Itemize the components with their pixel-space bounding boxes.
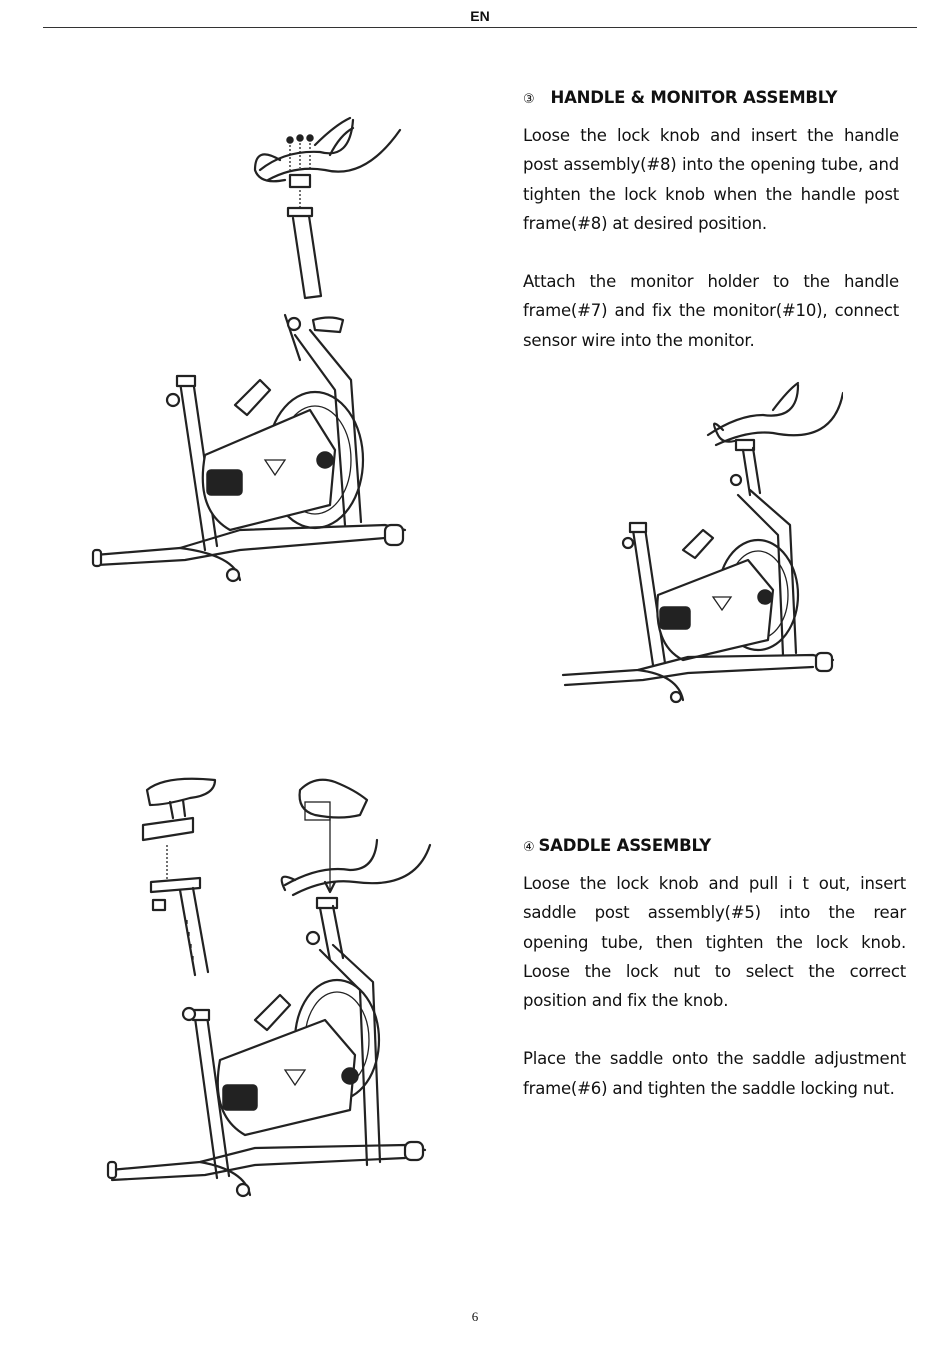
saddle-section-heading [523,836,906,855]
saddle-section [523,836,906,1132]
handle-section-heading [523,88,899,107]
page-number: 6 [471,1309,479,1324]
header-divider [43,27,917,28]
language-label: EN [470,8,490,24]
handle-monitor-section [523,88,899,384]
saddle-exploded-diagram [105,770,440,1205]
saddle-section-title: SADDLE ASSEMBLY [538,836,711,855]
step-number-4: ④ [523,840,535,855]
handle-instruction-1: Loose the lock knob and insert the handle post assembly(#8) into the opening tube, and tighten the lock knob when the handle post frame(#8) at desired position. [523,126,899,233]
handle-section-title: HANDLE & MONITOR ASSEMBLY [550,88,838,107]
handle-assembled-diagram [558,375,843,710]
saddle-instruction-1: Loose the lock knob and pull i t out, insert saddle post assembly(#5) into the rear opening tube, then tighten the lock knob. Loose the lock nut to select the correct position and fix the knob. [523,874,906,1011]
step-number-3: ③ [523,92,535,107]
handle-instruction-2: Attach the monitor holder to the handle frame(#7) and fix the monitor(#10), connect sensor wire into the monitor. [523,272,899,350]
saddle-instruction-2: Place the saddle onto the saddle adjustment frame(#6) and tighten the saddle locking nut. [523,1049,906,1098]
handle-exploded-diagram [85,110,425,600]
